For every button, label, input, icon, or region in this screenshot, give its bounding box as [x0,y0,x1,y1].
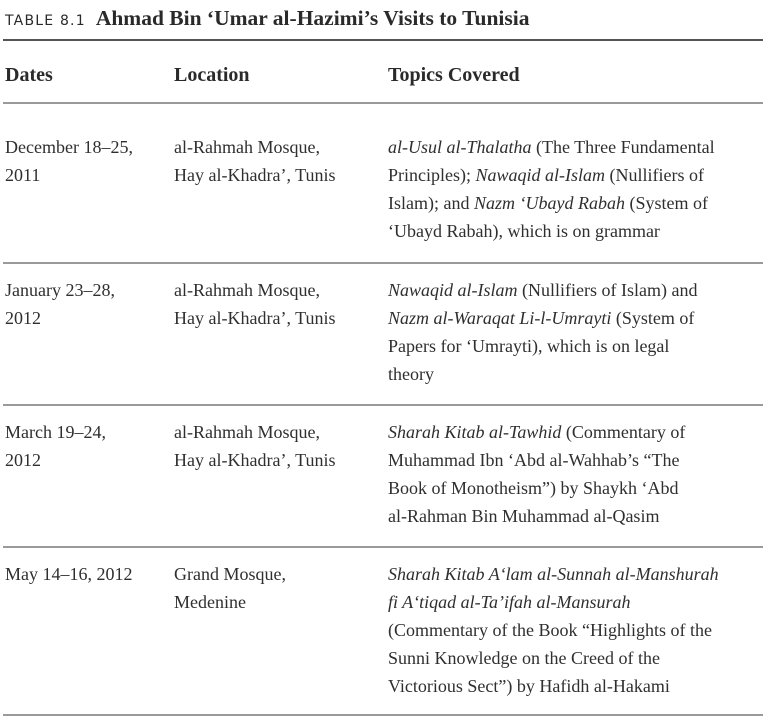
cell-line: January 23–28, [5,280,115,300]
text-run: (Nullifiers of [605,165,704,185]
work-title: fi A‘tiqad al-Ta’ifah al-Mansurah [388,592,631,612]
cell-line: 2012 [5,308,41,328]
cell-line: Grand Mosque, [174,564,286,584]
work-title: Nazm ‘Ubayd Rabah [473,193,625,213]
cell-line [388,304,766,332]
cell-location [174,418,384,474]
cell-line [388,474,766,502]
row-rule [3,404,763,406]
cell-line [388,588,766,616]
table-title: Ahmad Bin ‘Umar al-Hazimi’s Visits to Tunisia [95,6,530,30]
cell-line [388,276,766,304]
top-rule [3,39,763,41]
header-topics: Topics Covered [388,64,520,86]
cell-line: Hay al-Khadra’, Tunis [174,165,336,185]
text-run: ‘Ubayd Rabah), which is on grammar [388,221,660,241]
cell-line: Medenine [174,592,246,612]
cell-location [174,560,384,616]
cell-line: May 14–16, 2012 [5,564,133,584]
cell-dates [5,418,170,474]
cell-line [388,332,766,360]
text-run: Book of Monotheism”) by Shaykh ‘Abd [388,478,679,498]
cell-line [388,616,766,644]
text-run: (Nullifiers of Islam) and [517,280,698,300]
header-dates: Dates [5,64,53,86]
cell-line: 2011 [5,165,41,185]
work-title: Nazm al-Waraqat Li-l-Umrayti [388,308,612,328]
cell-line [388,418,766,446]
text-run: Papers for ‘Umrayti), which is on legal [388,336,670,356]
cell-line: al-Rahmah Mosque, [174,422,320,442]
cell-line [388,672,766,700]
cell-line [388,133,766,161]
work-title: al-Usul al-Thalatha [388,137,532,157]
row-rule [3,262,763,264]
cell-line: Hay al-Khadra’, Tunis [174,308,336,328]
cell-line [388,161,766,189]
cell-line: March 19–24, [5,422,106,442]
cell-line: al-Rahmah Mosque, [174,280,320,300]
row-rule [3,714,763,716]
work-title: Sharah Kitab A‘lam al-Sunnah al-Manshurah [388,564,719,584]
cell-line [388,644,766,672]
cell-line [388,360,766,388]
work-title: Nawaqid al-Islam [475,165,606,185]
work-title: Nawaqid al-Islam [388,280,518,300]
cell-line: Hay al-Khadra’, Tunis [174,450,336,470]
cell-line [388,446,766,474]
cell-line [388,217,766,245]
cell-location [174,276,384,332]
text-run: al-Rahman Bin Muhammad al-Qasim [388,506,660,526]
text-run: (The Three Fundamental [531,137,715,157]
cell-line: al-Rahmah Mosque, [174,137,320,157]
cell-location [174,133,384,189]
cell-dates [5,560,170,588]
text-run: (System of [611,308,695,328]
table-caption [5,6,529,32]
text-run: Principles); [388,165,476,185]
cell-topics [388,418,766,530]
text-run: (Commentary of the Book “Highlights of the [388,620,712,640]
text-run: Islam); and [388,193,474,213]
text-run: Muhammad Ibn ‘Abd al-Wahhab’s “The [388,450,680,470]
header-rule [3,102,763,104]
cell-line [388,189,766,217]
work-title: Sharah Kitab al-Tawhid [388,422,562,442]
cell-topics [388,133,766,245]
table-number: TABLE 8.1 [5,13,86,29]
text-run: theory [388,364,434,384]
row-rule [3,546,763,548]
cell-topics [388,560,766,700]
cell-line [388,502,766,530]
text-run: (System of [624,193,708,213]
cell-topics [388,276,766,388]
text-run: (Commentary of [561,422,686,442]
cell-line: December 18–25, [5,137,133,157]
cell-dates [5,276,170,332]
cell-line [388,560,766,588]
header-location: Location [174,64,250,86]
cell-line: 2012 [5,450,41,470]
cell-dates [5,133,170,189]
text-run: Victorious Sect”) by Hafidh al-Hakami [388,676,670,696]
text-run: Sunni Knowledge on the Creed of the [388,648,660,668]
